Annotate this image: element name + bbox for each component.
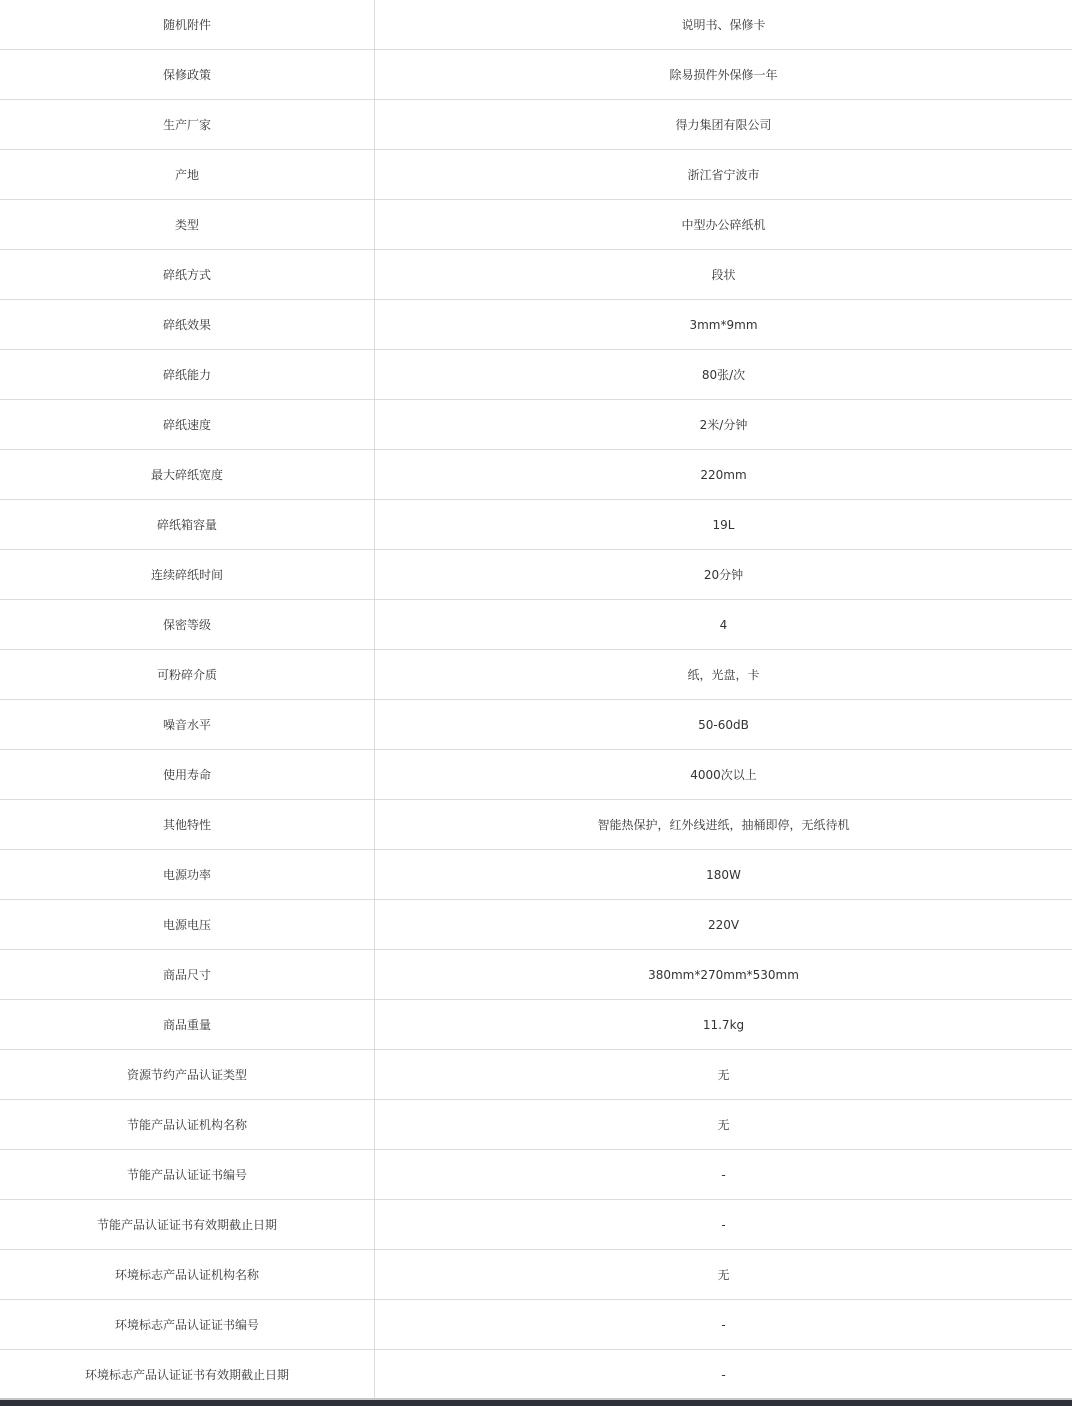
spec-value: 220V bbox=[375, 900, 1072, 950]
spec-label: 可粉碎介质 bbox=[0, 650, 375, 700]
table-row bbox=[0, 950, 1072, 1000]
spec-label: 环境标志产品认证证书编号 bbox=[0, 1300, 375, 1350]
spec-value: 220mm bbox=[375, 450, 1072, 500]
table-row bbox=[0, 500, 1072, 550]
table-row bbox=[0, 550, 1072, 600]
spec-value: 得力集团有限公司 bbox=[375, 100, 1072, 150]
spec-value: 智能热保护，红外线进纸，抽桶即停，无纸待机 bbox=[375, 800, 1072, 850]
table-row bbox=[0, 300, 1072, 350]
table-row bbox=[0, 600, 1072, 650]
spec-label: 电源功率 bbox=[0, 850, 375, 900]
spec-value: - bbox=[375, 1300, 1072, 1350]
spec-label: 碎纸速度 bbox=[0, 400, 375, 450]
spec-value: 无 bbox=[375, 1100, 1072, 1150]
spec-value: 4000次以上 bbox=[375, 750, 1072, 800]
table-row bbox=[0, 1350, 1072, 1400]
table-row bbox=[0, 150, 1072, 200]
spec-value: 19L bbox=[375, 500, 1072, 550]
table-row bbox=[0, 1200, 1072, 1250]
spec-value: 无 bbox=[375, 1050, 1072, 1100]
spec-label: 碎纸能力 bbox=[0, 350, 375, 400]
table-row bbox=[0, 450, 1072, 500]
table-row bbox=[0, 1050, 1072, 1100]
table-row bbox=[0, 0, 1072, 50]
spec-label: 噪音水平 bbox=[0, 700, 375, 750]
spec-label: 电源电压 bbox=[0, 900, 375, 950]
spec-value: 4 bbox=[375, 600, 1072, 650]
spec-value: 3mm*9mm bbox=[375, 300, 1072, 350]
spec-label: 商品重量 bbox=[0, 1000, 375, 1050]
table-row bbox=[0, 1150, 1072, 1200]
spec-label: 节能产品认证证书有效期截止日期 bbox=[0, 1200, 375, 1250]
spec-value: 除易损件外保修一年 bbox=[375, 50, 1072, 100]
spec-value: 50-60dB bbox=[375, 700, 1072, 750]
spec-label: 节能产品认证机构名称 bbox=[0, 1100, 375, 1150]
spec-label: 保密等级 bbox=[0, 600, 375, 650]
spec-label: 连续碎纸时间 bbox=[0, 550, 375, 600]
spec-label: 保修政策 bbox=[0, 50, 375, 100]
table-row bbox=[0, 700, 1072, 750]
table-row bbox=[0, 200, 1072, 250]
spec-label: 类型 bbox=[0, 200, 375, 250]
table-row bbox=[0, 1300, 1072, 1350]
table-row bbox=[0, 1000, 1072, 1050]
table-row bbox=[0, 1100, 1072, 1150]
spec-value: - bbox=[375, 1150, 1072, 1200]
table-row bbox=[0, 1250, 1072, 1300]
spec-label: 碎纸箱容量 bbox=[0, 500, 375, 550]
spec-value: 180W bbox=[375, 850, 1072, 900]
spec-value: 浙江省宁波市 bbox=[375, 150, 1072, 200]
spec-label: 环境标志产品认证证书有效期截止日期 bbox=[0, 1350, 375, 1400]
spec-value: 无 bbox=[375, 1250, 1072, 1300]
spec-label: 商品尺寸 bbox=[0, 950, 375, 1000]
spec-value: 段状 bbox=[375, 250, 1072, 300]
spec-value: 380mm*270mm*530mm bbox=[375, 950, 1072, 1000]
spec-value: - bbox=[375, 1200, 1072, 1250]
table-row bbox=[0, 250, 1072, 300]
spec-label: 产地 bbox=[0, 150, 375, 200]
spec-label: 其他特性 bbox=[0, 800, 375, 850]
spec-label: 资源节约产品认证类型 bbox=[0, 1050, 375, 1100]
table-row bbox=[0, 50, 1072, 100]
table-row bbox=[0, 400, 1072, 450]
spec-value: - bbox=[721, 1367, 726, 1382]
spec-label: 随机附件 bbox=[0, 0, 375, 50]
spec-value: 80张/次 bbox=[375, 350, 1072, 400]
spec-value: 11.7kg bbox=[375, 1000, 1072, 1050]
spec-label: 使用寿命 bbox=[0, 750, 375, 800]
spec-value: 纸，光盘，卡 bbox=[375, 650, 1072, 700]
spec-value: 20分钟 bbox=[375, 550, 1072, 600]
spec-value: 中型办公碎纸机 bbox=[375, 200, 1072, 250]
spec-label: 最大碎纸宽度 bbox=[0, 450, 375, 500]
spec-label: 节能产品认证证书编号 bbox=[0, 1150, 375, 1200]
spec-label: 生产厂家 bbox=[0, 100, 375, 150]
spec-label: 环境标志产品认证机构名称 bbox=[0, 1250, 375, 1300]
footer-bar bbox=[0, 1398, 1072, 1406]
table-row bbox=[0, 900, 1072, 950]
table-row bbox=[0, 100, 1072, 150]
table-row bbox=[0, 850, 1072, 900]
table-row bbox=[0, 750, 1072, 800]
table-row bbox=[0, 650, 1072, 700]
spec-value: 说明书、保修卡 bbox=[375, 0, 1072, 50]
spec-label: 碎纸效果 bbox=[0, 300, 375, 350]
spec-value: 2米/分钟 bbox=[375, 400, 1072, 450]
table-row bbox=[0, 350, 1072, 400]
table-row bbox=[0, 800, 1072, 850]
spec-label: 碎纸方式 bbox=[0, 250, 375, 300]
